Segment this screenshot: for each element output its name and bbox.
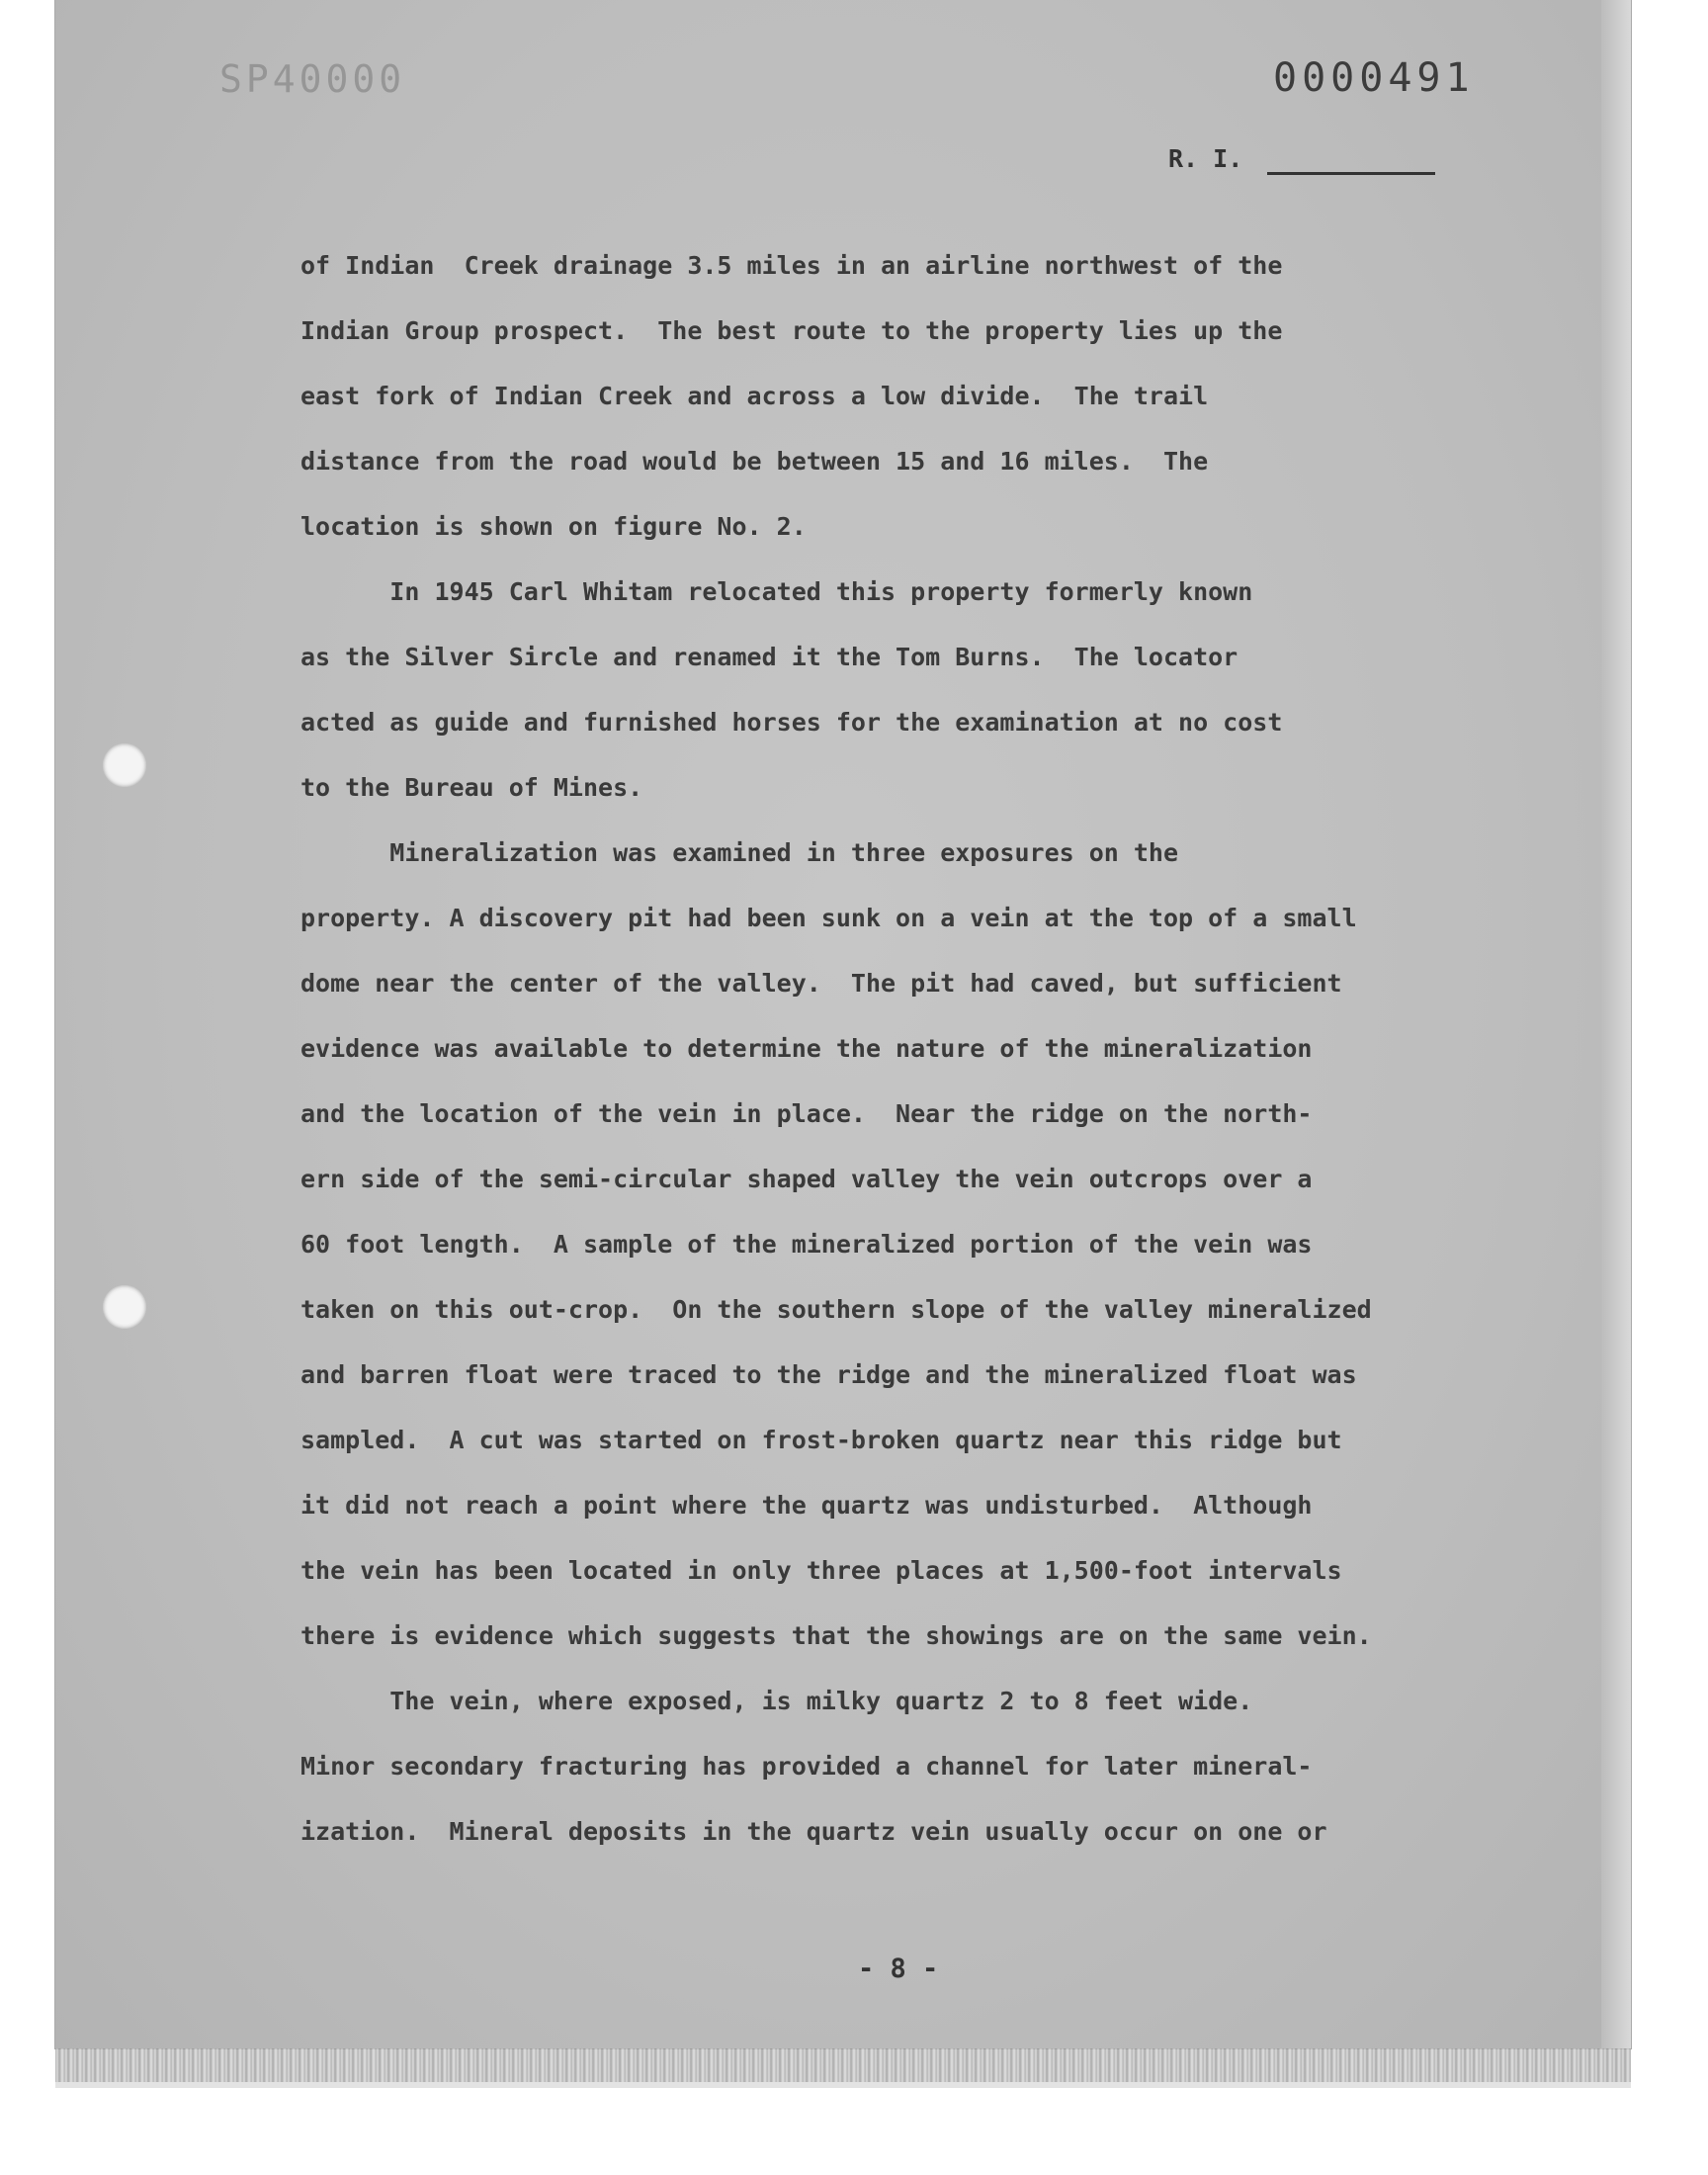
text-line: it did not reach a point where the quartz was undisturbed. Although xyxy=(300,1491,1313,1520)
text-line: to the Bureau of Mines. xyxy=(300,773,643,802)
scan-page-edge xyxy=(1601,0,1631,2048)
text-line: there is evidence which suggests that the showings are on the same vein. xyxy=(300,1621,1372,1650)
text-line: as the Silver Sircle and renamed it the Tom Burns. The locator xyxy=(300,643,1238,671)
punch-hole-lower xyxy=(103,1285,146,1329)
text-line: and barren float were traced to the ridge and the mineralized float was xyxy=(300,1360,1357,1389)
ri-blank-line xyxy=(1267,172,1435,175)
text-line: and the location of the vein in place. Near the ridge on the north- xyxy=(300,1099,1313,1128)
text-line: the vein has been located in only three places at 1,500-foot intervals xyxy=(300,1556,1342,1585)
text-line: of Indian Creek drainage 3.5 miles in an airline northwest of the xyxy=(300,251,1283,280)
body-text xyxy=(300,233,1526,1865)
text-line: ern side of the semi-circular shaped valley the vein outcrops over a xyxy=(300,1165,1313,1193)
scan-bottom-artifact xyxy=(55,2048,1631,2082)
document-stamp-number: 0000491 xyxy=(1273,55,1475,101)
text-line: In 1945 Carl Whitam relocated this property formerly known xyxy=(300,577,1253,606)
text-line: ization. Mineral deposits in the quartz vein usually occur on one or xyxy=(300,1817,1327,1846)
document-stamp-left: SP40000 xyxy=(219,57,406,101)
text-line: evidence was available to determine the nature of the mineralization xyxy=(300,1034,1313,1063)
text-line: 60 foot length. A sample of the mineralized portion of the vein was xyxy=(300,1230,1313,1259)
text-line: acted as guide and furnished horses for the examination at no cost xyxy=(300,708,1283,737)
text-line: Indian Group prospect. The best route to the property lies up the xyxy=(300,316,1283,345)
text-line: The vein, where exposed, is milky quartz 2 to 8 feet wide. xyxy=(300,1687,1253,1715)
page-number: - 8 - xyxy=(858,1954,939,1984)
text-line: Mineralization was examined in three exposures on the xyxy=(300,838,1179,867)
text-line: Minor secondary fracturing has provided a channel for later mineral- xyxy=(300,1752,1313,1781)
text-line: property. A discovery pit had been sunk on a vein at the top of a small xyxy=(300,904,1357,932)
text-line: dome near the center of the valley. The pit had caved, but sufficient xyxy=(300,969,1342,998)
text-line: location is shown on figure No. 2. xyxy=(300,512,807,541)
punch-hole-upper xyxy=(103,743,146,787)
text-line: taken on this out-crop. On the southern slope of the valley mineralized xyxy=(300,1295,1372,1324)
ri-label: R. I. xyxy=(1168,144,1243,173)
text-line: sampled. A cut was started on frost-broken quartz near this ridge but xyxy=(300,1426,1342,1454)
text-line: east fork of Indian Creek and across a low divide. The trail xyxy=(300,382,1209,410)
text-line: distance from the road would be between 15 and 16 miles. The xyxy=(300,447,1209,476)
scan-bottom-border xyxy=(55,2082,1631,2088)
